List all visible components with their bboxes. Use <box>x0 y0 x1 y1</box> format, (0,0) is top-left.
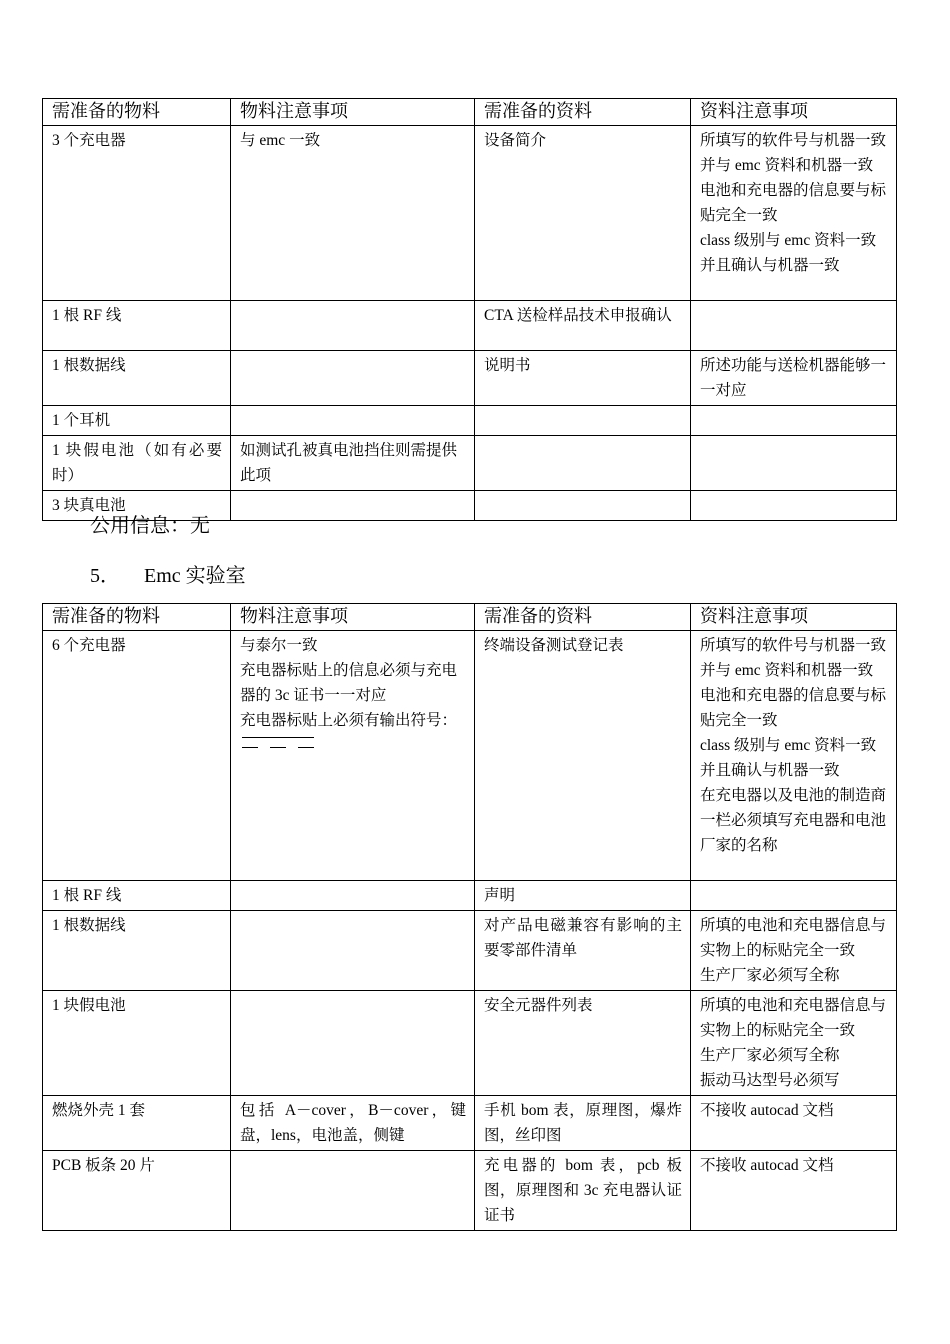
material-cell: 3 个充电器 <box>43 126 231 301</box>
material-note-cell <box>231 1096 475 1151</box>
header-cell: 资料注意事项 <box>691 99 897 126</box>
note-line: 充电器标贴上必须有输出符号： <box>240 712 458 729</box>
doc-cell: 声明 <box>475 881 691 911</box>
note-line: class 级别与 emc 资料一致并且确认与机器一致 <box>700 232 877 274</box>
material-cell: 6 个充电器 <box>43 631 231 881</box>
header-cell: 物料注意事项 <box>231 99 475 126</box>
dc-output-symbol-icon <box>242 733 316 755</box>
material-note-cell <box>231 351 475 406</box>
material-cell: 1 根 RF 线 <box>43 301 231 351</box>
table-header-row <box>43 99 897 126</box>
material-note-cell <box>231 881 475 911</box>
table-row <box>43 301 897 351</box>
materials-table-1 <box>42 98 897 521</box>
table-row <box>43 1096 897 1151</box>
material-note-cell <box>231 301 475 351</box>
note-line: 所述功能与送检机器能够一一对应 <box>700 357 887 399</box>
table-row <box>43 126 897 301</box>
doc-cell <box>475 436 691 491</box>
material-cell: 1 块假电池 <box>43 991 231 1096</box>
doc-note-cell <box>691 991 897 1096</box>
material-cell: 1 根数据线 <box>43 351 231 406</box>
note-line: class 级别与 emc 资料一致并且确认与机器一致 <box>700 737 877 779</box>
material-cell: 3 块真电池 <box>43 491 231 521</box>
note-line: 不接收 autocad 文档 <box>700 1157 834 1174</box>
header-cell: 需准备的物料 <box>43 604 231 631</box>
material-note-cell <box>231 406 475 436</box>
section-heading <box>90 563 246 589</box>
material-note-cell: 与 emc 一致 <box>231 126 475 301</box>
doc-note-cell <box>691 1151 897 1231</box>
doc-cell <box>475 406 691 436</box>
doc-cell: 安全元器件列表 <box>475 991 691 1096</box>
material-note-cell <box>231 911 475 991</box>
doc-cell: CTA 送检样品技术申报确认 <box>475 301 691 351</box>
note-line: 电池和充电器的信息要与标贴完全一致 <box>700 182 887 224</box>
note-line: 振动马达型号必须写 <box>700 1072 840 1089</box>
material-note-cell <box>231 631 475 881</box>
doc-cell: 设备简介 <box>475 126 691 301</box>
section-title: Emc 实验室 <box>144 565 246 587</box>
doc-note-cell <box>691 911 897 991</box>
materials-table-2 <box>42 603 897 1231</box>
header-cell: 需准备的物料 <box>43 99 231 126</box>
public-info-text: 公用信息：无 <box>90 515 210 537</box>
material-note-cell: 如测试孔被真电池挡住则需提供此项 <box>231 436 475 491</box>
doc-cell <box>475 491 691 521</box>
doc-note-cell <box>691 631 897 881</box>
material-cell: 1 个耳机 <box>43 406 231 436</box>
note-line: 生产厂家必须写全称 <box>700 967 840 984</box>
note-line: 所填写的软件号与机器一致并与 emc 资料和机器一致 <box>700 637 887 679</box>
note-line: 所填的电池和充电器信息与实物上的标贴完全一致 <box>700 917 887 959</box>
doc-note-cell <box>691 1096 897 1151</box>
material-note-cell <box>231 1151 475 1231</box>
note-line: 不接收 autocad 文档 <box>700 1102 834 1119</box>
table-row <box>43 406 897 436</box>
doc-note-cell <box>691 301 897 351</box>
table-row <box>43 631 897 881</box>
note-line: 所填的电池和充电器信息与实物上的标贴完全一致 <box>700 997 887 1039</box>
material-cell: PCB 板条 20 片 <box>43 1151 231 1231</box>
note-line: 充电器标贴上的信息必须与充电器的 3c 证书一一对应 <box>240 662 458 704</box>
doc-note-cell <box>691 406 897 436</box>
doc-note-cell <box>691 126 897 301</box>
doc-note-cell <box>691 436 897 491</box>
header-cell: 需准备的资料 <box>475 99 691 126</box>
material-note-cell <box>231 991 475 1096</box>
note-line: 在充电器以及电池的制造商一栏必须填写充电器和电池厂家的名称 <box>700 787 887 854</box>
note-line: 生产厂家必须写全称 <box>700 1047 840 1064</box>
doc-cell: 终端设备测试登记表 <box>475 631 691 881</box>
table-header-row <box>43 604 897 631</box>
doc-note-cell <box>691 881 897 911</box>
table-row <box>43 436 897 491</box>
header-cell: 资料注意事项 <box>691 604 897 631</box>
doc-note-cell <box>691 491 897 521</box>
doc-cell: 对产品电磁兼容有影响的主要零部件清单 <box>475 911 691 991</box>
material-cell: 1 块假电池（如有必要时） <box>43 436 231 491</box>
doc-cell: 说明书 <box>475 351 691 406</box>
note-line: 电池和充电器的信息要与标贴完全一致 <box>700 687 887 729</box>
doc-note-cell <box>691 351 897 406</box>
doc-cell: 手机 bom 表，原理图，爆炸图，丝印图 <box>475 1096 691 1151</box>
note-line: 与泰尔一致 <box>240 637 318 654</box>
header-cell: 物料注意事项 <box>231 604 475 631</box>
material-note-cell <box>231 491 475 521</box>
table-row <box>43 911 897 991</box>
header-cell: 需准备的资料 <box>475 604 691 631</box>
table-row <box>43 991 897 1096</box>
section-number: 5． <box>90 565 120 587</box>
note-line: 所填写的软件号与机器一致并与 emc 资料和机器一致 <box>700 132 887 174</box>
table-row <box>43 351 897 406</box>
material-cell: 1 根 RF 线 <box>43 881 231 911</box>
note-line: 包括 A－cover，B－cover，键盘，lens，电池盖，侧键 <box>240 1102 466 1144</box>
material-cell: 1 根数据线 <box>43 911 231 991</box>
table-row <box>43 1151 897 1231</box>
table-row <box>43 881 897 911</box>
material-cell: 燃烧外壳 1 套 <box>43 1096 231 1151</box>
doc-cell: 充电器的 bom 表，pcb 板图，原理图和 3c 充电器认证证书 <box>475 1151 691 1231</box>
